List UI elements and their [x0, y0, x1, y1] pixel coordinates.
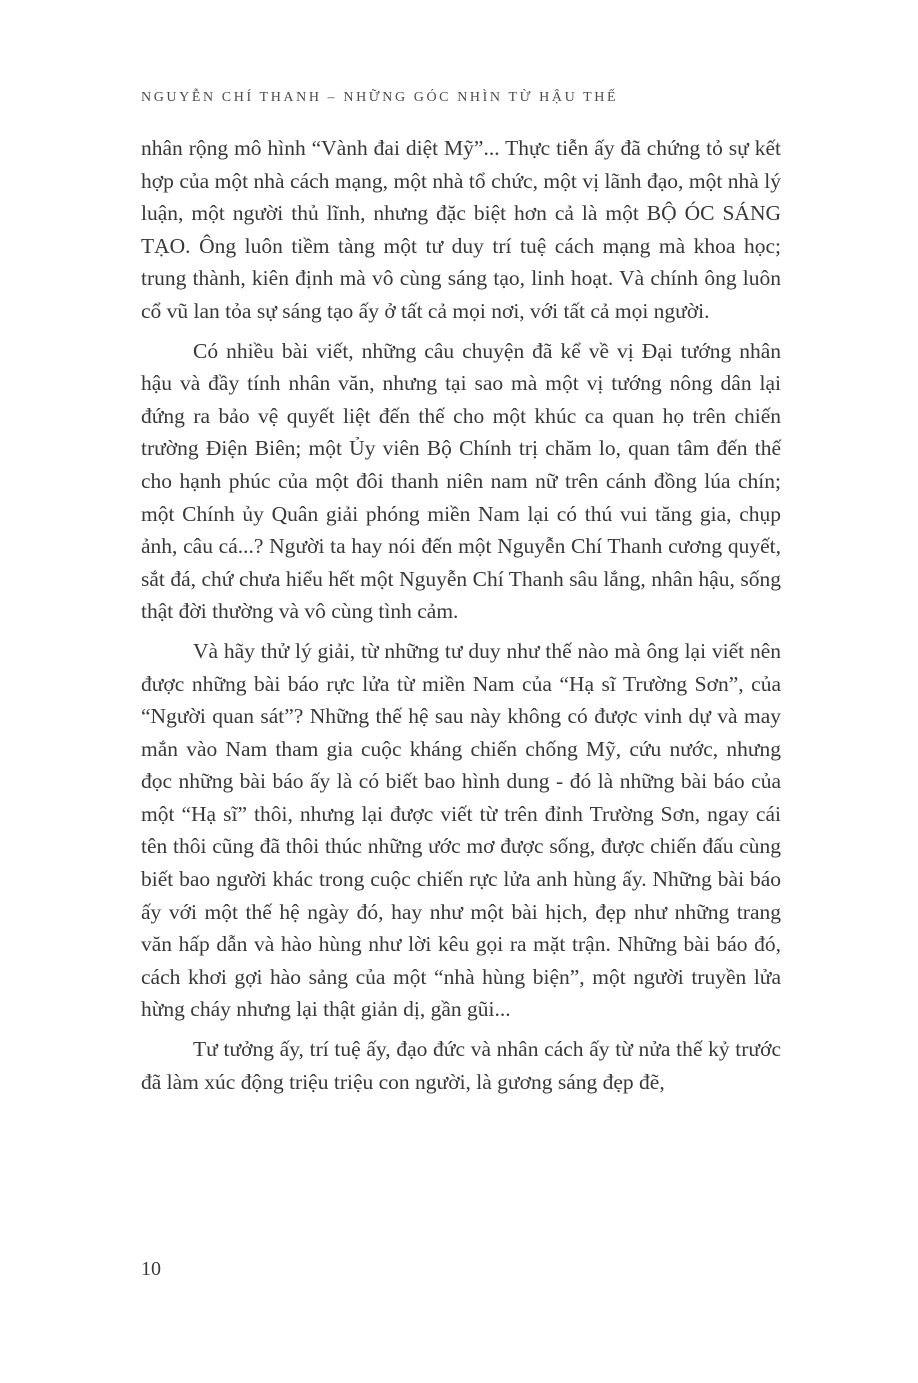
running-head: NGUYỄN CHÍ THANH – NHỮNG GÓC NHÌN TỪ HẬU THẾ: [141, 90, 619, 105]
body-text: [141, 132, 781, 1105]
paragraph-3: Và hãy thử lý giải, từ những tư duy như thế nào mà ông lại viết nên được những bài báo rực lửa từ miền Nam của “Hạ sĩ Trường Sơn”, của “Người quan sát”? Những thế hệ sau này không có được vinh dự và may mắn vào Nam tham gia cuộc kháng chiến chống Mỹ, cứu nước, nhưng đọc những bài báo ấy là có biết bao hình dung - đó là những bài báo của một “Hạ sĩ” thôi, nhưng lại được viết từ trên đỉnh Trường Sơn, ngay cái tên thôi cũng đã thôi thúc những ước mơ được sống, được chiến đấu cùng biết bao người khác trong cuộc chiến rực lửa anh hùng ấy. Những bài báo ấy với một thế hệ ngày đó, hay như một bài hịch, đẹp như những trang văn hấp dẫn và hào hùng như lời kêu gọi ra mặt trận. Những bài báo đó, cách khơi gợi hào sảng của một “nhà hùng biện”, một người truyền lửa hừng cháy nhưng lại thật giản dị, gần gũi...: [141, 638, 781, 1022]
paragraph-2: Có nhiều bài viết, những câu chuyện đã kể về vị Đại tướng nhân hậu và đầy tính nhân văn, nhưng tại sao mà một vị tướng nông dân lại đứng ra bảo vệ quyết liệt đến thế cho một khúc ca quan họ trên chiến trường Điện Biên; một Ủy viên Bộ Chính trị chăm lo, quan tâm đến thế cho hạnh phúc của một đôi thanh niên nam nữ trên cánh đồng lúa chín; một Chính ủy Quân giải phóng miền Nam lại có thú vui tăng gia, chụp ảnh, câu cá...? Người ta hay nói đến một Nguyễn Chí Thanh cương quyết, sắt đá, chứ chưa hiểu hết một Nguyễn Chí Thanh sâu lắng, nhân hậu, sống thật đời thường và vô cùng tình cảm.: [141, 338, 781, 624]
paragraph-1: nhân rộng mô hình “Vành đai diệt Mỹ”... Thực tiễn ấy đã chứng tỏ sự kết hợp của một nhà cách mạng, một nhà tổ chức, một vị lãnh đạo, một nhà lý luận, một người thủ lĩnh, nhưng đặc biệt hơn cả là một BỘ ÓC SÁNG TẠO. Ông luôn tiềm tàng một tư duy trí tuệ cách mạng mà khoa học; trung thành, kiên định mà vô cùng sáng tạo, linh hoạt. Và chính ông luôn cổ vũ lan tỏa sự sáng tạo ấy ở tất cả mọi nơi, với tất cả mọi người.: [141, 136, 781, 323]
page-number: 10: [141, 1258, 161, 1280]
paragraph-4: Tư tưởng ấy, trí tuệ ấy, đạo đức và nhân cách ấy từ nửa thế kỷ trước đã làm xúc động triệu triệu con người, là gương sáng đẹp đẽ,: [141, 1037, 781, 1094]
